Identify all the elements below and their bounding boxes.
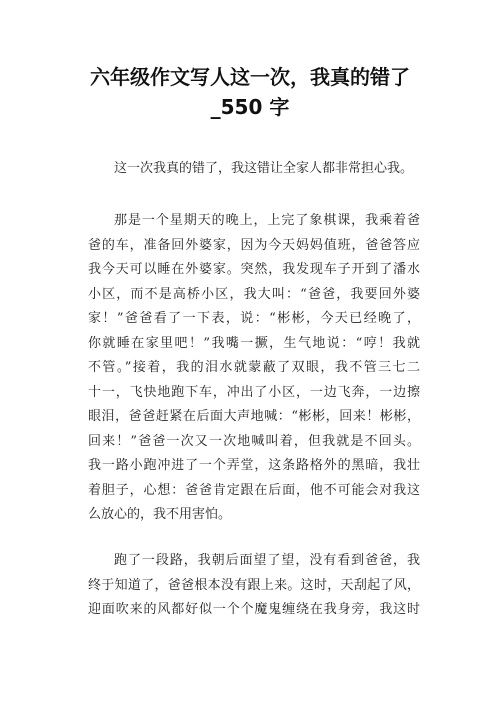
paragraph-line: 你就睡在家里吧！”我嘴一撅，生气地说：“哼！我就: [88, 335, 420, 351]
paragraph-line: 爸的车，准备回外婆家，因为今天妈妈值班，爸爸答应: [88, 237, 420, 253]
paragraph-line: 那是一个星期天的晚上，上完了象棋课，我乘着爸: [114, 213, 420, 228]
paragraph-line: 十一，飞快地跑下车，冲出了小区，一边飞奔，一边擦: [88, 384, 420, 400]
paragraph-line: 不管。”接着，我的泪水就蒙蔽了双眼，我不管三七二: [88, 360, 420, 375]
document-title: [60, 62, 440, 122]
paragraph-line: 小区，而不是高桥小区，我大叫：“爸爸，我要回外婆: [88, 286, 420, 302]
title-line-2: _550 字: [210, 95, 290, 119]
paragraph-line: 迎面吹来的风都好似一个个魔鬼缠绕在我身旁，我这时: [88, 602, 420, 617]
paragraph-line: 我今天可以睡在外婆家。突然，我发现车子开到了潘水: [88, 262, 420, 277]
paragraph-line: 跑了一段路，我朝后面望了望，没有看到爸爸，我: [114, 553, 420, 568]
paragraph-line: 终于知道了，爸爸根本没有跟上来。这时，天刮起了风，: [88, 577, 420, 593]
paragraph-line: 我一路小跑冲进了一个弄堂，这条路格外的黑暗，我壮: [88, 458, 420, 473]
title-line-1: 六年级作文写人这一次，我真的错了: [90, 65, 410, 89]
paragraph-line: 回来！”爸爸一次又一次地喊叫着，但我就是不回头。: [88, 433, 420, 449]
intro-line: 这一次我真的错了，我这错让全家人都非常担心我。: [114, 161, 414, 176]
paragraph-1: [88, 209, 420, 528]
paragraph-line: 家！”爸爸看了一下表，说：“彬彬，今天已经晚了，: [88, 311, 420, 326]
paragraph-line: 眼泪，爸爸赶紧在后面大声地喊：“彬彬，回来！彬彬，: [88, 409, 420, 424]
paragraph-line: 么放心的，我不用害怕。: [88, 507, 232, 522]
paragraph-line: 着胆子，心想：爸爸肯定跟在后面，他不可能会对我这: [88, 482, 420, 498]
intro-paragraph: [88, 158, 420, 183]
paragraph-2: [88, 549, 420, 623]
